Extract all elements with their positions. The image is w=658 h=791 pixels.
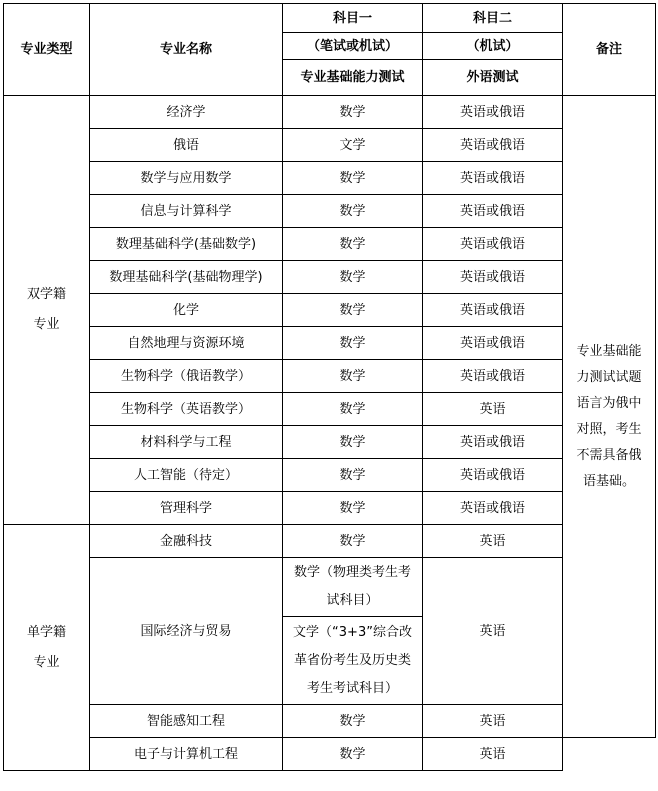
header-type: 专业类型 (4, 4, 90, 96)
header-subject2-test: 外语测试 (423, 60, 563, 96)
major-name: 智能感知工程 (90, 705, 283, 738)
major-name: 数理基础科学(基础物理学) (90, 261, 283, 294)
major-name: 自然地理与资源环境 (90, 327, 283, 360)
table-row (4, 393, 656, 426)
category-single: 单学籍 专业 (4, 525, 90, 771)
header-subject2-title: 科目二 (423, 4, 563, 33)
subject2-cell: 英语或俄语 (423, 459, 563, 492)
subject1-cell: 数学 (283, 705, 423, 738)
table-row (4, 327, 656, 360)
subject1-cell: 数学 (283, 426, 423, 459)
subject2-cell: 英语或俄语 (423, 261, 563, 294)
subject2-cell: 英语 (423, 738, 563, 771)
subject2-cell: 英语 (423, 558, 563, 705)
subject1-cell-physics: 数学（物理类考生考 试科目） (283, 558, 423, 617)
major-name: 材料科学与工程 (90, 426, 283, 459)
header-subject1-mode: （笔试或机试） (283, 33, 423, 60)
subject1-cell: 数学 (283, 261, 423, 294)
subject2-cell: 英语或俄语 (423, 294, 563, 327)
subject2-cell: 英语或俄语 (423, 96, 563, 129)
major-name: 数学与应用数学 (90, 162, 283, 195)
table-row (4, 492, 656, 525)
subject1-cell: 数学 (283, 459, 423, 492)
major-name: 化学 (90, 294, 283, 327)
note-cell: 专业基础能 力测试试题 语言为俄中 对照，考生 不需具备俄 语基础。 (563, 96, 656, 738)
major-name: 经济学 (90, 96, 283, 129)
table-row (4, 228, 656, 261)
table-row (4, 129, 656, 162)
major-name: 国际经济与贸易 (90, 558, 283, 705)
subject2-cell: 英语或俄语 (423, 129, 563, 162)
subject2-cell: 英语或俄语 (423, 195, 563, 228)
table-row (4, 459, 656, 492)
subject1-cell: 文学 (283, 129, 423, 162)
subject1-cell: 数学 (283, 294, 423, 327)
table-row (4, 261, 656, 294)
major-name: 生物科学（英语教学） (90, 393, 283, 426)
admission-subjects-table (3, 3, 656, 771)
table-row (4, 162, 656, 195)
table-row (4, 705, 656, 738)
table-row (4, 558, 656, 617)
subject1-cell: 数学 (283, 96, 423, 129)
subject1-cell-history: 文学（“3+3”综合改 革省份考生及历史类 考生考试科目） (283, 617, 423, 705)
major-name: 人工智能（待定） (90, 459, 283, 492)
table-row (4, 96, 656, 129)
major-name: 生物科学（俄语教学） (90, 360, 283, 393)
subject1-cell: 数学 (283, 525, 423, 558)
subject1-cell: 数学 (283, 195, 423, 228)
major-name: 金融科技 (90, 525, 283, 558)
header-name: 专业名称 (90, 4, 283, 96)
subject2-cell: 英语或俄语 (423, 492, 563, 525)
header-subject2-mode: （机试） (423, 33, 563, 60)
subject1-cell: 数学 (283, 228, 423, 261)
subject2-cell: 英语或俄语 (423, 162, 563, 195)
major-name: 信息与计算科学 (90, 195, 283, 228)
subject1-cell: 数学 (283, 360, 423, 393)
subject1-cell: 数学 (283, 738, 423, 771)
subject1-cell: 数学 (283, 492, 423, 525)
subject2-cell: 英语 (423, 393, 563, 426)
table-row (4, 426, 656, 459)
header-note: 备注 (563, 4, 656, 96)
major-name: 电子与计算机工程 (90, 738, 283, 771)
table-row (4, 738, 656, 771)
subject2-cell: 英语或俄语 (423, 228, 563, 261)
header-subject1-test: 专业基础能力测试 (283, 60, 423, 96)
table-row (4, 195, 656, 228)
category-double: 双学籍 专业 (4, 96, 90, 525)
major-name: 俄语 (90, 129, 283, 162)
subject1-cell: 数学 (283, 162, 423, 195)
major-name: 数理基础科学(基础数学) (90, 228, 283, 261)
table-row (4, 360, 656, 393)
header-subject1-title: 科目一 (283, 4, 423, 33)
subject2-cell: 英语或俄语 (423, 360, 563, 393)
subject2-cell: 英语 (423, 705, 563, 738)
subject1-cell: 数学 (283, 393, 423, 426)
subject1-cell: 数学 (283, 327, 423, 360)
subject2-cell: 英语或俄语 (423, 426, 563, 459)
subject2-cell: 英语 (423, 525, 563, 558)
table-row (4, 294, 656, 327)
subject2-cell: 英语或俄语 (423, 327, 563, 360)
table-row (4, 525, 656, 558)
major-name: 管理科学 (90, 492, 283, 525)
